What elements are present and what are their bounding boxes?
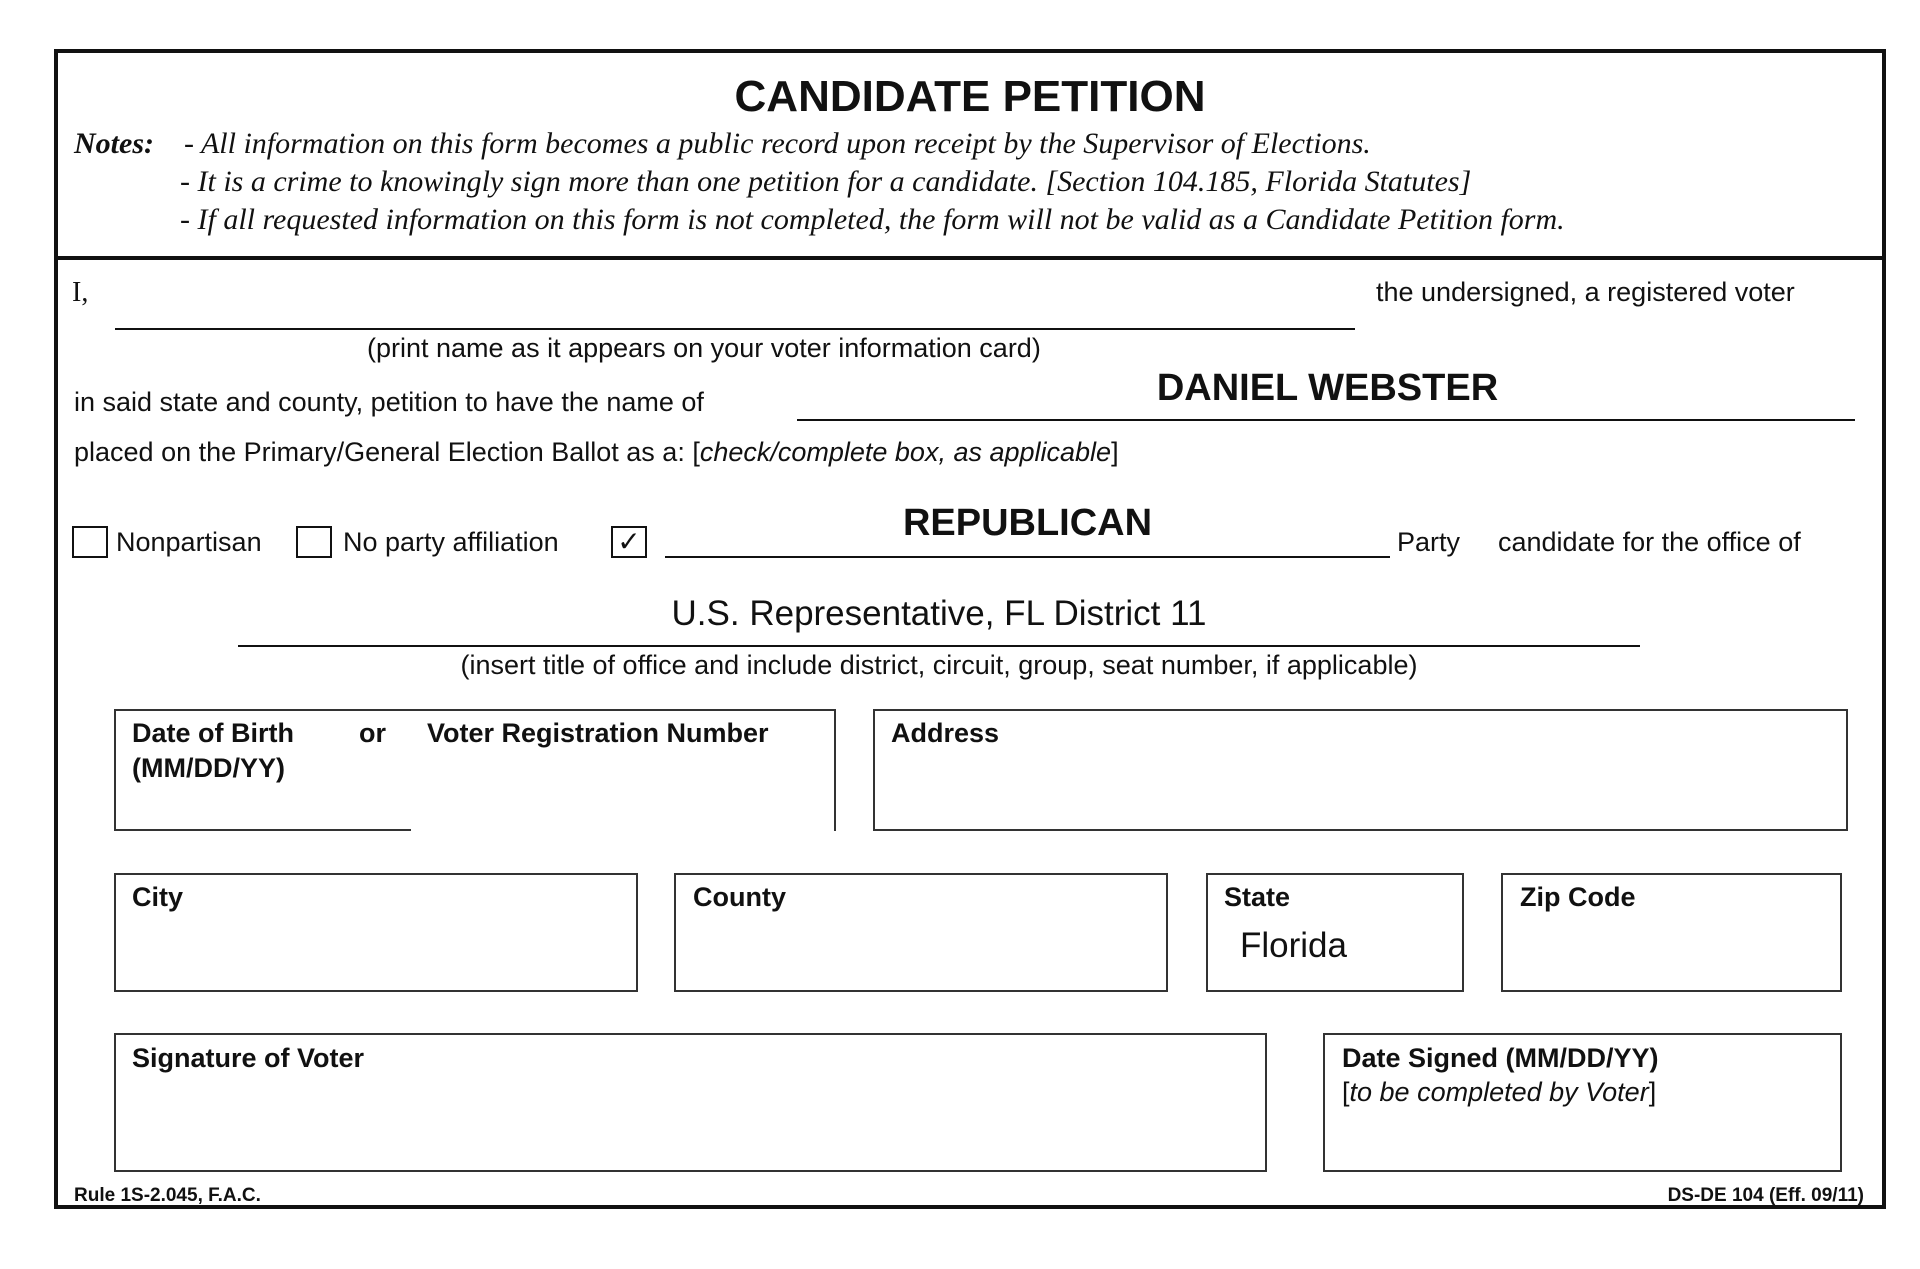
nonpartisan-label: Nonpartisan [116,527,262,557]
form-title: CANDIDATE PETITION [734,72,1206,121]
note-line-1: - All information on this form becomes a public record upon receipt by the Supervisor of Elections. [184,127,1371,160]
party-name: REPUBLICAN [902,502,1153,544]
header-divider [54,256,1886,260]
print-name-hint: (print name as it appears on your voter information card) [367,333,1041,363]
notes-label: Notes: [74,127,154,160]
undersigned-text: the undersigned, a registered voter [1376,277,1795,307]
candidate-name-line [797,419,1855,421]
voter-reg-label: Voter Registration Number [427,718,769,748]
date-signed-note: [to be completed by Voter] [1342,1077,1657,1107]
form-id: DS-DE 104 (Eff. 09/11) [1667,1185,1864,1206]
city-label: City [132,882,184,912]
office-of-text: candidate for the office of [1498,527,1801,557]
party-label: Party [1397,527,1461,557]
petition-text: in said state and county, petition to have the name of [74,387,704,417]
i-label: I, [72,277,89,308]
office-title: U.S. Representative, FL District 11 [671,594,1207,633]
county-label: County [693,882,786,912]
party-checkbox-checked[interactable]: ✓ [611,526,647,558]
candidate-name: DANIEL WEBSTER [1156,367,1499,409]
rule-reference: Rule 1S-2.045, F.A.C. [74,1185,261,1206]
date-signed-label: Date Signed (MM/DD/YY) [1342,1043,1659,1073]
dob-format: (MM/DD/YY) [132,753,285,783]
nonpartisan-checkbox[interactable] [72,526,108,558]
voter-name-line[interactable] [115,328,1355,330]
ballot-instruction: placed on the Primary/General Election Ballot as a: [check/complete box, as applicable] [74,437,1119,467]
no-party-checkbox[interactable] [296,526,332,558]
address-label: Address [891,718,1000,748]
or-label: or [359,718,386,748]
party-name-line [665,556,1390,558]
state-value: Florida [1240,926,1347,965]
note-line-2: - It is a crime to knowingly sign more than one petition for a candidate. [Section 104.185, Florida Statutes] [180,165,1472,198]
office-hint: (insert title of office and include district, circuit, group, seat number, if applicable) [460,650,1418,680]
office-title-line [238,645,1640,647]
no-party-label: No party affiliation [343,527,559,557]
signature-label: Signature of Voter [132,1043,365,1073]
note-line-3: - If all requested information on this form is not completed, the form will not be valid as a Candidate Petition form. [180,203,1565,236]
zip-code-label: Zip Code [1520,882,1636,912]
address-field[interactable] [873,709,1848,831]
dob-label: Date of Birth [132,718,294,748]
city-field[interactable] [114,873,638,992]
state-label: State [1224,882,1291,912]
